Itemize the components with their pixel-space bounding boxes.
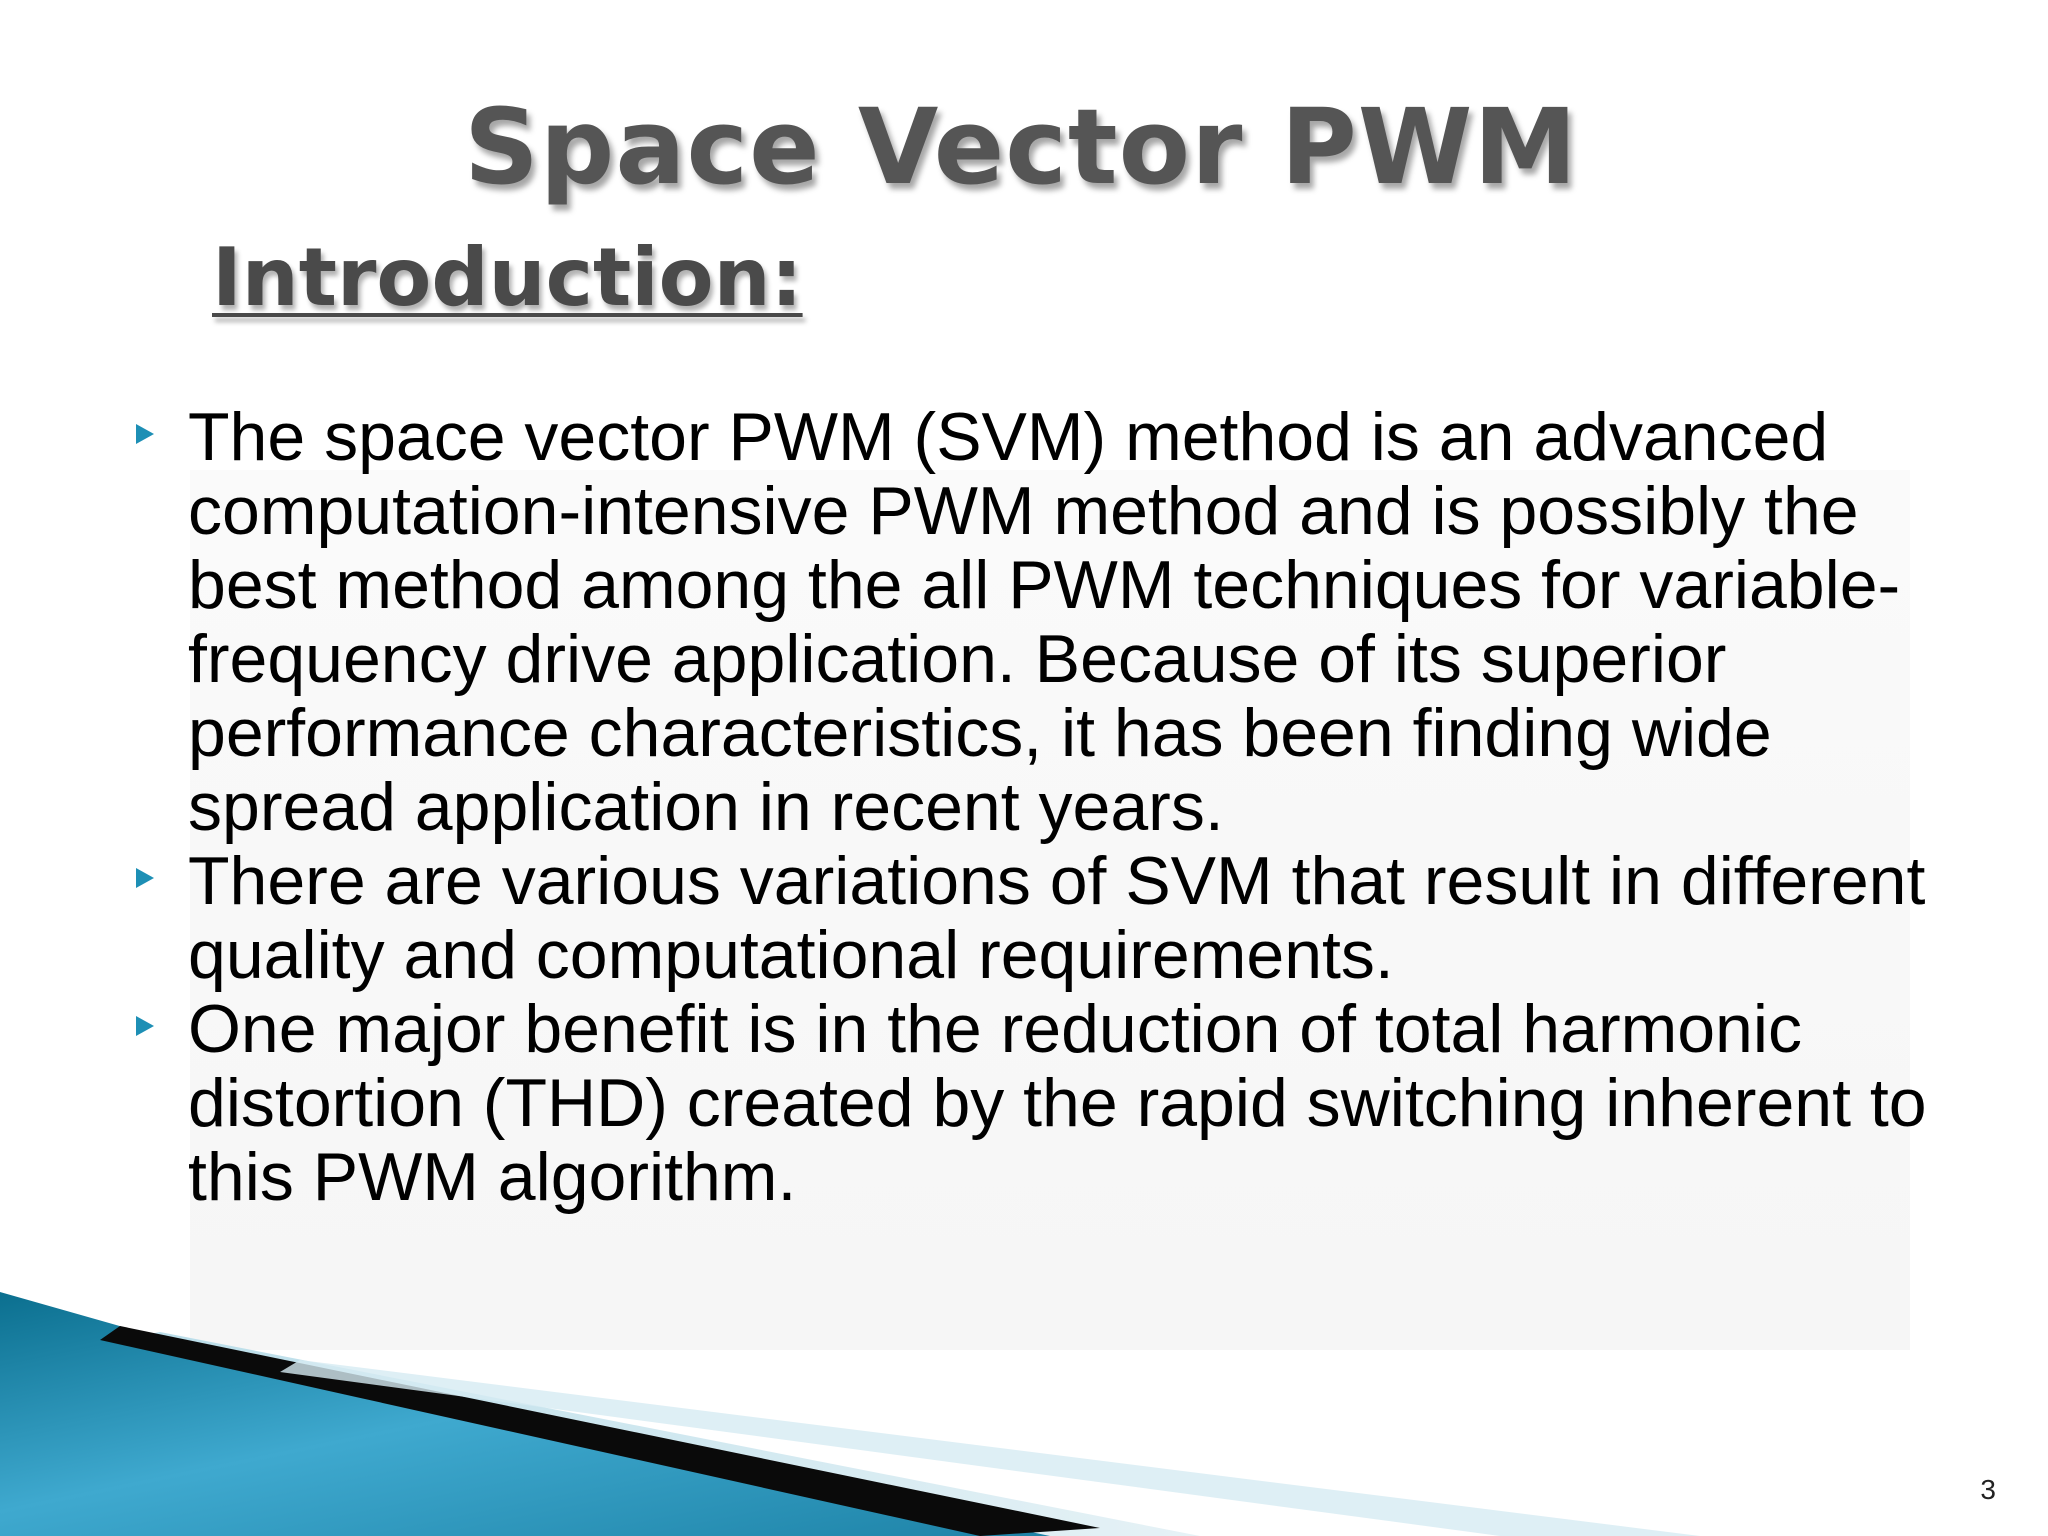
bullet-text: There are various variations of SVM that result in different quality and computational requirements. — [188, 843, 1926, 993]
bullet-text: The space vector PWM (SVM) method is an advanced computation-intensive PWM method and is possibly the best method among the all PWM techniques for variable-frequency drive application. Because of its superior performance characteristics, it has been finding wide spread application in recent years. — [188, 399, 1901, 845]
slide-title: Space Vector PWM — [464, 86, 1578, 208]
page-number: 3 — [1980, 1474, 1996, 1505]
slide-subtitle: Introduction: — [212, 231, 803, 324]
bullet-item-1 — [130, 400, 1930, 844]
bullet-text: One major benefit is in the reduction of total harmonic distortion (THD) created by the rapid switching inherent to this PWM algorithm. — [188, 991, 1927, 1215]
bullet-item-3 — [130, 992, 1930, 1214]
bullet-item-2 — [130, 844, 1930, 992]
bullet-list — [130, 400, 1930, 1214]
bullet-arrow-icon — [136, 868, 154, 888]
bullet-arrow-icon — [136, 424, 154, 444]
bullet-arrow-icon — [136, 1016, 154, 1036]
corner-wave-decoration — [0, 1280, 2048, 1536]
